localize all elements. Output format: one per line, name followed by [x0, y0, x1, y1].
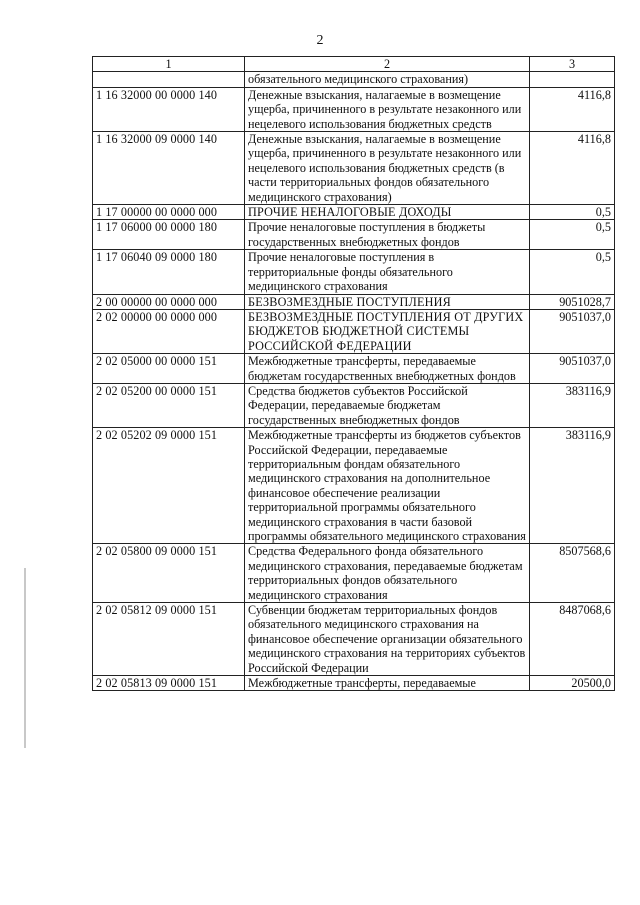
- amount-cell: 20500,0: [530, 676, 615, 691]
- code-cell: 1 17 00000 00 0000 000: [93, 205, 245, 220]
- code-cell: 2 02 05813 09 0000 151: [93, 676, 245, 691]
- name-cell: обязательного медицинского страхования): [245, 72, 530, 87]
- amount-cell: 9051037,0: [530, 354, 615, 384]
- budget-revenue-table: [92, 56, 615, 691]
- code-cell: 1 17 06040 09 0000 180: [93, 250, 245, 294]
- table-row: [93, 383, 615, 427]
- table-row: [93, 294, 615, 309]
- name-cell: Межбюджетные трансферты, передаваемые: [245, 676, 530, 691]
- name-cell: Средства Федерального фонда обязательного медицинского страхования, передаваемые бюджетам территориальных фондов обязательного медицинского страхования: [245, 544, 530, 603]
- column-header-name: 2: [245, 57, 530, 72]
- column-header-code: 1: [93, 57, 245, 72]
- table-row: [93, 132, 615, 205]
- table-row: [93, 544, 615, 603]
- amount-cell: 9051037,0: [530, 309, 615, 353]
- scan-margin-line: [24, 568, 26, 748]
- table-row: [93, 354, 615, 384]
- name-cell: Денежные взыскания, налагаемые в возмещение ущерба, причиненного в результате незаконного или нецелевого использования бюджетных средств: [245, 87, 530, 131]
- name-cell: Прочие неналоговые поступления в бюджеты государственных внебюджетных фондов: [245, 220, 530, 250]
- amount-cell: 383116,9: [530, 428, 615, 544]
- code-cell: 1 16 32000 09 0000 140: [93, 132, 245, 205]
- table-row: [93, 309, 615, 353]
- table-row: [93, 250, 615, 294]
- table-row: [93, 676, 615, 691]
- name-cell: Средства бюджетов субъектов Российской Федерации, передаваемые бюджетам государственных внебюджетных фондов: [245, 383, 530, 427]
- code-cell: 2 02 05202 09 0000 151: [93, 428, 245, 544]
- code-cell: 2 02 05812 09 0000 151: [93, 603, 245, 676]
- amount-cell: [530, 72, 615, 87]
- amount-cell: 8487068,6: [530, 603, 615, 676]
- code-cell: 2 02 05800 09 0000 151: [93, 544, 245, 603]
- name-cell: ПРОЧИЕ НЕНАЛОГОВЫЕ ДОХОДЫ: [245, 205, 530, 220]
- code-cell: [93, 72, 245, 87]
- amount-cell: 0,5: [530, 205, 615, 220]
- table-row: [93, 428, 615, 544]
- code-cell: 2 02 05000 00 0000 151: [93, 354, 245, 384]
- table-row: [93, 205, 615, 220]
- name-cell: Прочие неналоговые поступления в территориальные фонды обязательного медицинского страхования: [245, 250, 530, 294]
- column-header-amount: 3: [530, 57, 615, 72]
- code-cell: 2 02 00000 00 0000 000: [93, 309, 245, 353]
- amount-cell: 4116,8: [530, 132, 615, 205]
- amount-cell: 4116,8: [530, 87, 615, 131]
- amount-cell: 9051028,7: [530, 294, 615, 309]
- code-cell: 2 02 05200 00 0000 151: [93, 383, 245, 427]
- table-header-row: [93, 57, 615, 72]
- table-row: [93, 603, 615, 676]
- code-cell: 1 17 06000 00 0000 180: [93, 220, 245, 250]
- amount-cell: 8507568,6: [530, 544, 615, 603]
- name-cell: Субвенции бюджетам территориальных фондов обязательного медицинского страхования на финансовое обеспечение организации обязательного медицинского страхования на территориях субъектов Российской Федерации: [245, 603, 530, 676]
- name-cell: БЕЗВОЗМЕЗДНЫЕ ПОСТУПЛЕНИЯ ОТ ДРУГИХ БЮДЖЕТОВ БЮДЖЕТНОЙ СИСТЕМЫ РОССИЙСКОЙ ФЕДЕРАЦИИ: [245, 309, 530, 353]
- table-row: [93, 72, 615, 87]
- amount-cell: 0,5: [530, 250, 615, 294]
- amount-cell: 383116,9: [530, 383, 615, 427]
- table-row: [93, 87, 615, 131]
- code-cell: 2 00 00000 00 0000 000: [93, 294, 245, 309]
- name-cell: Межбюджетные трансферты из бюджетов субъектов Российской Федерации, передаваемые территориальным фондам обязательного медицинского страхования на дополнительное финансовое обеспечение реализации территориальной программы обязательного медицинского страхования в части базовой программы обязательного медицинского страхования: [245, 428, 530, 544]
- code-cell: 1 16 32000 00 0000 140: [93, 87, 245, 131]
- page-number: 2: [316, 33, 324, 48]
- amount-cell: 0,5: [530, 220, 615, 250]
- table-row: [93, 220, 615, 250]
- name-cell: Денежные взыскания, налагаемые в возмещение ущерба, причиненного в результате незаконного или нецелевого использования бюджетных средств (в части территориальных фондов обязательного медицинского страхования): [245, 132, 530, 205]
- name-cell: Межбюджетные трансферты, передаваемые бюджетам государственных внебюджетных фондов: [245, 354, 530, 384]
- name-cell: БЕЗВОЗМЕЗДНЫЕ ПОСТУПЛЕНИЯ: [245, 294, 530, 309]
